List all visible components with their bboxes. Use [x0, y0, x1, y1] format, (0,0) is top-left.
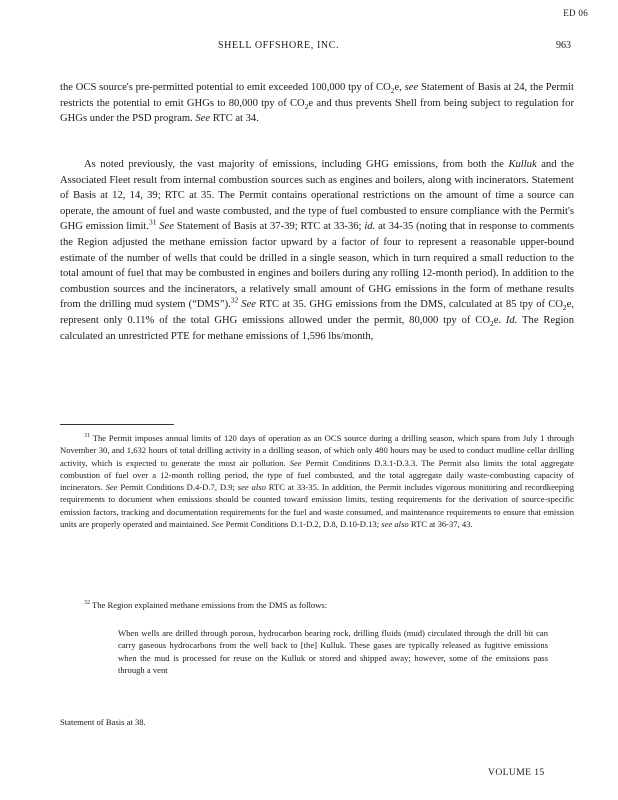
- footnote-31-run: See: [211, 519, 224, 530]
- page-number: 963: [556, 40, 571, 51]
- paragraph-1-run: e,: [394, 82, 405, 93]
- paragraph-2-run: Kulluk: [508, 159, 537, 170]
- footnote-32-run: 32: [84, 600, 91, 607]
- paragraph-1-run: the OCS source's pre-permitted potential to emit exceeded 100,000 tpy of CO: [60, 82, 391, 93]
- paragraph-2-run: 32: [230, 295, 239, 305]
- footnote-31-run: Permit Conditions D.1-D.2, D.8, D.10-D.13;: [223, 519, 382, 530]
- paragraph-1-run: 2: [304, 101, 309, 111]
- paragraph-2-run: Id.: [505, 314, 518, 326]
- footnote-32-block-quote: [118, 627, 548, 676]
- paragraph-2-run: 2: [562, 303, 567, 313]
- paragraph-1-run: See: [195, 113, 211, 125]
- paragraph-1-run: Statement of Basis at 24, the Permit restricts the potential to emit GHGs to 80,000 tpy of CO: [60, 82, 575, 109]
- body-paragraph-1: [60, 80, 574, 127]
- paragraph-2-run: id.: [364, 221, 376, 233]
- running-head: SHELL OFFSHORE, INC.: [218, 40, 340, 51]
- paragraph-2-run: See: [241, 299, 256, 311]
- footnote-32-run: The Region explained methane emissions from the DMS as follows:: [90, 600, 328, 610]
- footnote-31-run: RTC at 36-37, 43.: [408, 519, 473, 530]
- paragraph-2-run: RTC at 35. GHG emissions from the DMS, calculated at 85 tpy of CO: [256, 299, 563, 311]
- page-id: ED 06: [563, 8, 588, 18]
- paragraph-2-run: As noted previously, the vast majority of emissions, including GHG emissions, from both the: [84, 159, 509, 170]
- paragraph-2-run: Statement of Basis at 37-39; RTC at 33-36;: [173, 221, 365, 233]
- footnote-31-run: The Permit imposes annual limits of 120 days of operation as an OCS source during a drilling season, which spans from July 1 through November 30, and 1,632 hours of total drilling activity in a drilling season, of which only 480 hours may be used to conduct mudline cellar drilling activity, which is expected to generate the most air pollution.: [60, 433, 574, 468]
- footnote-31-run: Permit Conditions D.3.1-D.3.3. The Permit also limits the total aggregate combustion of fuel over a 12-month rolling period, the type of fuel combusted, and the total aggregate daily waste-combusting capacity of incinerators.: [60, 457, 574, 493]
- footnote-31: [60, 432, 574, 530]
- footnote-31-run: See: [289, 457, 302, 468]
- volume-label: VOLUME 15: [488, 767, 545, 778]
- paragraph-2-run: at 34-35 (noting that in response to comments the Region adjusted the methane emission factor upward by a factor of four to represent a reasonable upper-bound estimate of the number of wells that could be drilled in a single season, which in turn required a small reduction to the total amount of fuel that may be combusted in engines and boilers during any rolling 12-month period). In addition to the combustion sources and the incinerators, a relatively small amount of GHG emissions in the form of methane results from the drilling mud system (“DMS”).: [60, 221, 574, 311]
- paragraph-2-run: e.: [493, 314, 506, 326]
- footnote-31-run: Permit Conditions D.4-D.7, D.9;: [117, 482, 238, 493]
- paragraph-2-run: e, represent only 0.11% of the total GHG emissions allowed under the permit, 80,000 tpy of CO: [60, 299, 574, 326]
- footnote-32: [60, 599, 574, 611]
- footnote-31-run: 31: [84, 433, 91, 440]
- paragraph-2-run: 31: [148, 217, 157, 227]
- footnote-31-run: RTC at 33-35. In addition, the Permit includes vigorous monitoring and recordkeeping requirements to document when emissions should be counted toward emission limits, testing requirements for the derivation of source-specific emission factors, tracking and documentation requirements for the fuel and waste consumed, and maintenance requirements to ensure that emission units are properly operated and maintained.: [60, 482, 575, 530]
- footnote-31-run: See: [105, 482, 118, 493]
- paragraph-2-run: and the Associated Fleet result from internal combustion sources such as engines and boilers, along with incinerators. Statement of Basis at 12, 14, 39; RTC at 35. The Permit contains operational restrictions on the amount of time a source can operate, the amount of fuel and waste combusted, and the type of fuel combusted to ensure compliance with the Permit's GHG emission limit.: [60, 159, 574, 233]
- paragraph-1-run: 2: [390, 86, 395, 96]
- paragraph-2-run: The Region calculated an unrestricted PTE for methane emissions of 1,596 lbs/month,: [60, 314, 574, 342]
- footnote-31-run: see also: [237, 482, 266, 493]
- footnote-32-quote-run: When wells are drilled through porous, hydrocarbon bearing rock, drilling fluids (mud) circulated through the drill bit can carry gaseous hydrocarbons from the well back to [the] Kulluk. These gases are typically released as fugitive emissions when the mud is processed for reuse on the Kulluk or stored and shipped away; however, some of the emissions pass through a vent: [118, 628, 548, 675]
- paragraph-2-run: 2: [489, 319, 494, 329]
- paragraph-1-run: e and thus prevents Shell from being subject to regulation for GHGs under the PSD program.: [60, 97, 574, 125]
- paragraph-1-run: RTC at 34.: [210, 113, 259, 125]
- footnote-31-run: see also: [381, 519, 409, 530]
- paragraph-1-run: see: [404, 82, 419, 93]
- footnote-divider: [60, 424, 174, 425]
- paragraph-2-run: See: [159, 221, 174, 233]
- body-paragraph-2: [60, 157, 574, 344]
- footnote-32-citation: Statement of Basis at 38.: [60, 717, 146, 727]
